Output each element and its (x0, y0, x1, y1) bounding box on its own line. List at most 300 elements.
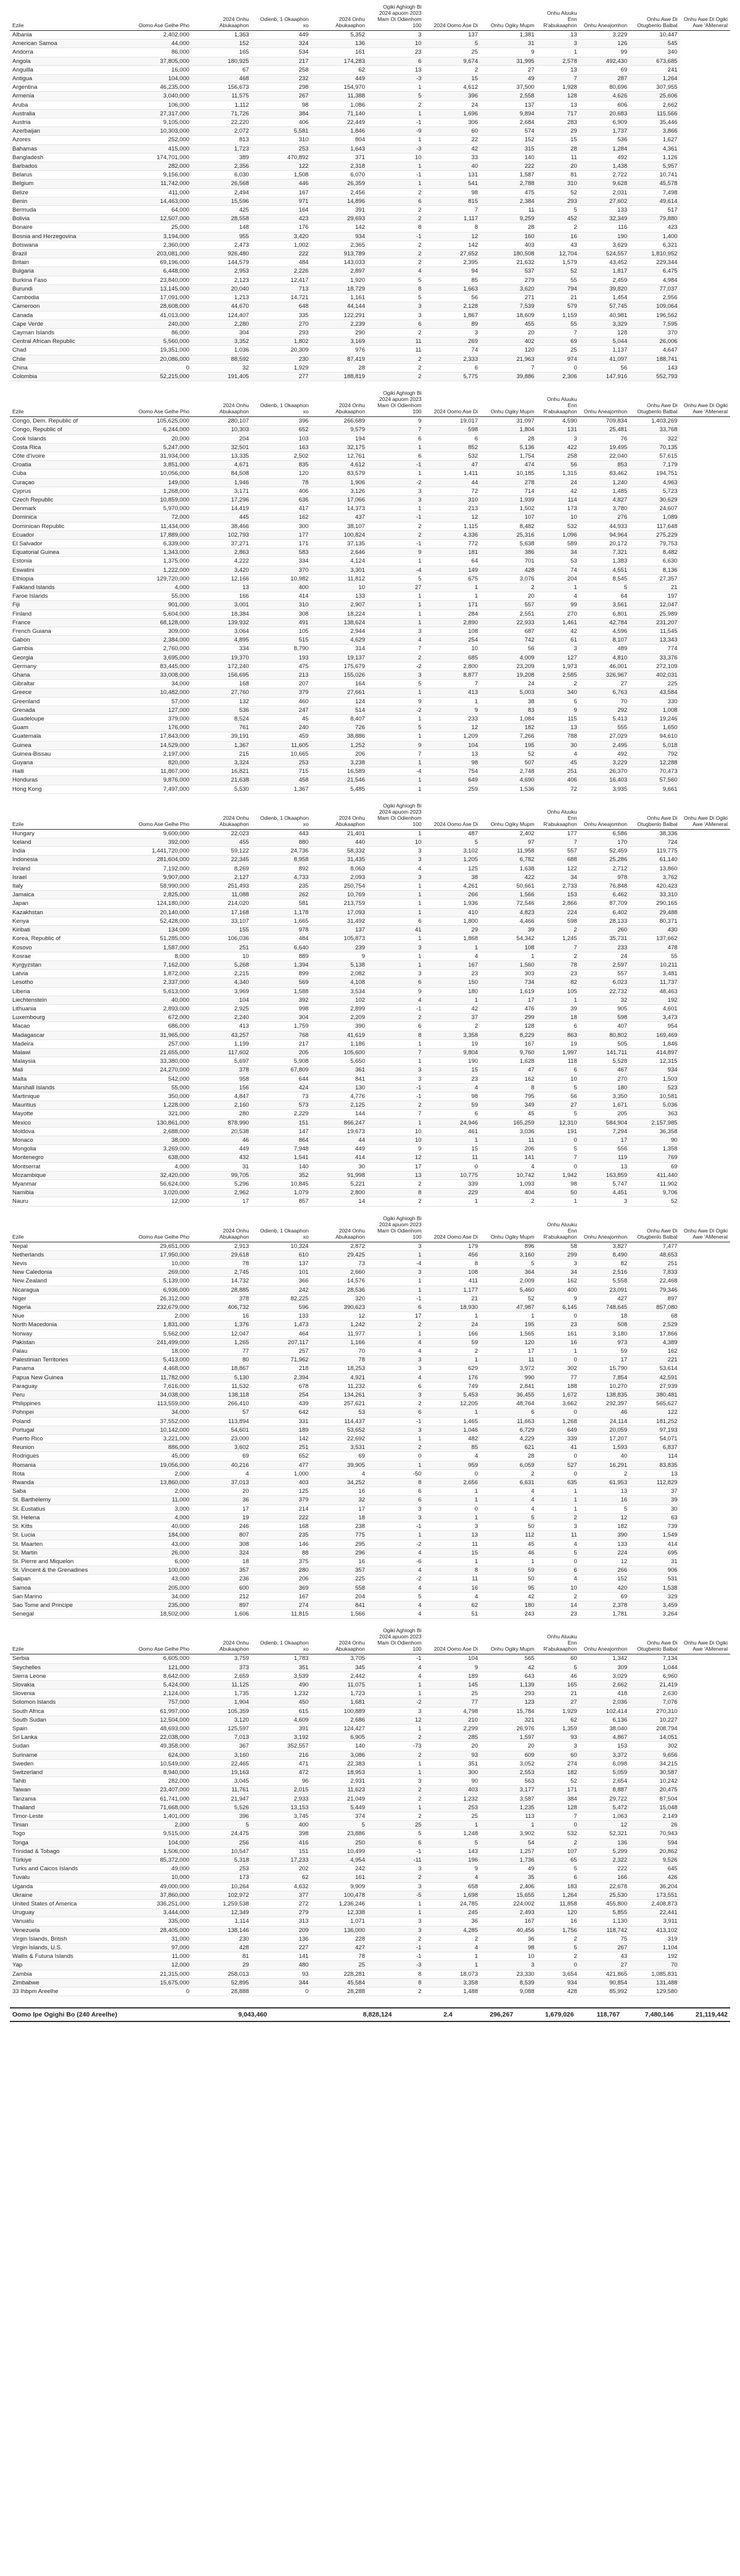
cell-value: 62 (537, 1715, 580, 1724)
cell-value: 25,606 (630, 92, 680, 101)
cell-value: 117,648 (630, 522, 680, 530)
cell-value: 74 (424, 346, 480, 355)
cell-value: 583 (252, 548, 311, 557)
cell-value: 17 (311, 1505, 368, 1513)
cell-value: 30 (311, 1162, 368, 1171)
cell-value: 145 (424, 1680, 480, 1689)
table-row (10, 1873, 730, 1882)
cell-value: 0 (537, 1356, 580, 1364)
cell-value: 380,481 (630, 1391, 680, 1400)
cell-value: 55,000 (117, 592, 192, 601)
cell-value: 326,967 (580, 671, 630, 680)
cell-value: 1 (424, 1557, 480, 1566)
cell-value: 426 (630, 1873, 680, 1882)
cell-value: 555 (580, 724, 630, 732)
cell-value: 2 (368, 1751, 424, 1759)
cell-value: 4 (480, 1162, 537, 1171)
cell-value: 905 (580, 1004, 630, 1013)
cell-value: 27 (580, 680, 630, 688)
cell-value: 10,211 (630, 960, 680, 969)
cell-value: 2,585 (537, 671, 580, 680)
cell-value: 216 (252, 1751, 311, 1759)
cell-value: 596 (252, 1303, 311, 1312)
cell-value: 6,586 (580, 829, 630, 838)
cell-value: 1,737 (580, 127, 630, 136)
cell-value: 3,229 (580, 31, 630, 39)
cell-value: 3,444,000 (117, 1909, 192, 1917)
cell-value: 21,655,000 (117, 1048, 192, 1057)
cell-value: 954 (630, 1022, 680, 1031)
cell-value: 25 (424, 48, 480, 57)
cell-value: 367 (192, 1742, 252, 1751)
cell-value: 584,904 (580, 1118, 630, 1127)
cell-value: 11,125 (192, 1680, 252, 1689)
cell-value: 204 (537, 574, 580, 583)
cell-value: 2,306 (537, 372, 580, 381)
cell-value: 30,629 (630, 495, 680, 504)
cell-value: 6 (537, 1566, 580, 1575)
cell-value: 4 (424, 1873, 480, 1882)
cell-value: 14 (537, 1601, 580, 1609)
cell-value: 142 (252, 1435, 311, 1443)
table-row (10, 1338, 730, 1347)
cell-value: 64,000 (117, 206, 192, 215)
cell-value: 64 (424, 557, 480, 566)
cell-value: 138,146 (192, 1926, 252, 1934)
cell-value: 2,239 (311, 320, 368, 328)
table-row (10, 320, 730, 328)
country-name: Malta (10, 1075, 117, 1083)
cell-value: 15 (424, 1548, 480, 1557)
cell-value: 7,134 (630, 1654, 680, 1663)
table-row (10, 636, 730, 645)
cell-value: 1 (368, 1900, 424, 1909)
cell-value: 2,890 (424, 618, 480, 627)
cell-value: 5,747 (580, 1179, 630, 1188)
cell-value: 8,063 (311, 864, 368, 873)
cell-value: 39,905 (311, 1461, 368, 1469)
country-name: Armenia (10, 92, 117, 101)
cell-value: 45,578 (630, 180, 680, 188)
country-name: Trinidad & Tobago (10, 1847, 117, 1856)
cell-value: 113,894 (192, 1417, 252, 1426)
cell-value: 17,168 (192, 908, 252, 917)
cell-value: 2,944 (311, 627, 368, 636)
cell-value: 32 (580, 996, 630, 1004)
cell-value: 19 (192, 1513, 252, 1522)
cell-value: 4,954 (311, 1856, 368, 1865)
country-name: 33 Ihbpm Areelhe (10, 1988, 117, 1996)
cell-value: 1 (368, 1286, 424, 1294)
cell-value: 642 (252, 1408, 311, 1417)
cell-value: 6,905 (311, 1733, 368, 1742)
table-row (10, 776, 730, 785)
cell-value: 13 (537, 724, 580, 732)
cell-value: 449 (311, 1145, 368, 1154)
cell-value: 1 (368, 1909, 424, 1917)
cell-value: 21 (537, 294, 580, 302)
column-header: Onhu Awe Di Otugbenlo Balbal (630, 1627, 680, 1654)
table-row (10, 1417, 730, 1426)
cell-value: 1,411 (424, 469, 480, 478)
cell-value: 10,499 (311, 1847, 368, 1856)
cell-value: 1,588 (252, 987, 311, 996)
country-name: French Guiana (10, 627, 117, 636)
cell-value: 31 (630, 1557, 680, 1566)
cell-value: 10 (480, 1952, 537, 1961)
column-header: 2024 Oomo Ase Di (424, 803, 480, 830)
country-name: Timor-Leste (10, 1812, 117, 1820)
cell-value: 94 (424, 267, 480, 276)
cell-value: 2 (368, 206, 424, 215)
cell-value: 10,775 (424, 1171, 480, 1179)
cell-value: 42 (424, 144, 480, 153)
table-row (10, 1900, 730, 1909)
cell-value: 7 (368, 645, 424, 653)
cell-value: 4 (311, 1469, 368, 1478)
column-header: 2024 Onhu Abukaaphon (311, 1627, 368, 1654)
cell-value: 321,000 (117, 1110, 192, 1118)
cell-value: 573 (252, 1101, 311, 1110)
cell-value: 3,827 (580, 1242, 630, 1250)
cell-value: 10,000 (117, 1873, 192, 1882)
cell-value: 136 (252, 1934, 311, 1943)
cell-value: 165,259 (480, 1118, 537, 1127)
country-name: Thailand (10, 1803, 117, 1812)
cell-value: 16,589 (311, 767, 368, 776)
cell-value: 46 (480, 1548, 537, 1557)
cell-value: 3 (368, 1777, 424, 1786)
cell-value: 10 (537, 513, 580, 522)
cell-value: 140 (252, 1162, 311, 1171)
cell-value: 100,889 (311, 1707, 368, 1715)
cell-value: 94,964 (580, 530, 630, 539)
cell-value: 899 (252, 970, 311, 978)
table-row (10, 688, 730, 697)
cell-value: 180 (424, 987, 480, 996)
cell-value: 978 (252, 926, 311, 935)
cell-value: 1,046 (424, 1426, 480, 1434)
cell-value: 2 (368, 1013, 424, 1022)
country-name: Haiti (10, 767, 117, 776)
cell-value: 32,420,000 (117, 1171, 192, 1179)
cell-value: 52 (630, 1197, 680, 1206)
cell-value: 1,367 (252, 785, 311, 793)
cell-value: 1,846 (311, 127, 368, 136)
cell-value: 33,107 (192, 917, 252, 925)
cell-value: -1 (368, 232, 424, 241)
cell-value: 4,823 (480, 908, 537, 917)
cell-value: 10 (368, 838, 424, 847)
cell-value: 18,384 (192, 609, 252, 618)
table-row (10, 162, 730, 171)
table-row (10, 1013, 730, 1022)
cell-value: 3,587 (480, 1794, 537, 1803)
cell-value: 10,270 (580, 1382, 630, 1390)
cell-value: 6,729 (480, 1426, 537, 1434)
cell-value: 1 (368, 829, 424, 838)
cell-value: 4 (537, 592, 580, 601)
cell-value: 369 (252, 1583, 311, 1592)
cell-value: 8,958 (252, 856, 311, 864)
cell-value: 6 (368, 452, 424, 460)
cell-value: 889 (252, 952, 311, 960)
cell-value: 2,031 (580, 188, 630, 197)
cell-value: 3 (368, 1242, 424, 1250)
cell-value: 1 (537, 1487, 580, 1496)
cell-value: 2,124,000 (117, 1690, 192, 1698)
table-row (10, 1189, 730, 1197)
cell-value: 122 (252, 162, 311, 171)
cell-value: 44,933 (580, 522, 630, 530)
table-row (10, 337, 730, 346)
cell-value: 400 (252, 583, 311, 592)
cell-value: 123 (480, 1698, 537, 1707)
cell-value: 9,804 (424, 1048, 480, 1057)
cell-value: 7 (537, 328, 580, 337)
cell-value: 5,449 (311, 1803, 368, 1812)
cell-value: 9,909 (311, 1882, 368, 1891)
cell-value: 34 (537, 1268, 580, 1277)
cell-value: 142 (311, 223, 368, 232)
cell-value: 4 (368, 636, 424, 645)
cell-value: 174,701,000 (117, 153, 192, 162)
cell-value: 7 (424, 680, 480, 688)
cell-value: 134,261 (311, 1391, 368, 1400)
cell-value: 9,156,000 (117, 171, 192, 180)
table-row (10, 1145, 730, 1154)
country-name: Zambia (10, 1970, 117, 1978)
cell-value: 2,473 (192, 241, 252, 249)
table-row (10, 1391, 730, 1400)
cell-value: 2,841 (480, 1382, 537, 1390)
country-name: South Sudan (10, 1715, 117, 1724)
cell-value: 350,000 (117, 1092, 192, 1100)
cell-value: 17,093 (311, 908, 368, 917)
cell-value: 1,205 (424, 856, 480, 864)
table-row (10, 829, 730, 838)
cell-value: 8,000 (117, 952, 192, 960)
cell-value: 1,663 (424, 284, 480, 293)
cell-value: 536 (192, 706, 252, 714)
country-name: Antigua (10, 75, 117, 83)
cell-value: 1,502 (480, 505, 537, 513)
cell-value: 28,558 (192, 215, 252, 223)
cell-value: 807 (192, 1531, 252, 1540)
cell-value: 28,288 (311, 1988, 368, 1996)
cell-value: 67 (192, 65, 252, 74)
cell-value: 14,529,000 (117, 741, 192, 749)
total-value: 8,828,124 (334, 2008, 394, 2021)
cell-value: 10 (537, 1583, 580, 1592)
cell-value: 15,675,000 (117, 1978, 192, 1987)
cell-value: 88 (252, 1548, 311, 1557)
table-row (10, 1715, 730, 1724)
cell-value: 242 (311, 1865, 368, 1873)
cell-value: 90 (424, 1777, 480, 1786)
cell-value: 2,516 (580, 1268, 630, 1277)
cell-value: 14,576 (311, 1277, 368, 1286)
country-name: Canada (10, 311, 117, 320)
cell-value: 228 (311, 1934, 368, 1943)
column-header: Ezile (10, 1215, 117, 1242)
cell-value: 50 (537, 1189, 580, 1197)
cell-value: 152 (480, 136, 537, 144)
country-name: Sudan (10, 1742, 117, 1751)
cell-value: -1 (368, 1004, 424, 1013)
cell-value: 557 (480, 601, 537, 609)
cell-value: 3,120 (192, 1715, 252, 1724)
country-name: Equatorial Guinea (10, 548, 117, 557)
cell-value: 1 (480, 1312, 537, 1321)
cell-value: 391 (311, 206, 368, 215)
cell-value: 82 (537, 978, 580, 987)
country-name: Belgium (10, 180, 117, 188)
cell-value: 26,000 (117, 1548, 192, 1557)
cell-value: 22,441 (630, 1909, 680, 1917)
cell-value: 24 (424, 1321, 480, 1329)
country-name: Montenegro (10, 1154, 117, 1162)
cell-value: 167 (480, 1917, 537, 1926)
total-value: 118,767 (577, 2008, 622, 2021)
cell-value: 398 (252, 1830, 311, 1838)
cell-value: 52,215,000 (117, 372, 192, 381)
cell-value: 1,186 (311, 1039, 368, 1048)
cell-value: 413 (192, 1022, 252, 1031)
cell-value: 217 (252, 1039, 311, 1048)
cell-value: 20,538 (192, 1127, 252, 1136)
cell-value: 137 (311, 926, 368, 935)
cell-value: 4,000 (117, 1513, 192, 1522)
cell-value: 23,209 (480, 662, 537, 671)
cell-value: 6,936,000 (117, 1286, 192, 1294)
cell-value: 3,160 (480, 1250, 537, 1259)
cell-value: 11,605 (252, 741, 311, 749)
cell-value: 44 (311, 1136, 368, 1144)
cell-value: 9 (424, 706, 480, 714)
table-row (10, 180, 730, 188)
cell-value: 60 (537, 1751, 580, 1759)
cell-value: 42,591 (630, 1373, 680, 1382)
cell-value: 42 (480, 1592, 537, 1601)
cell-value: 12,507,000 (117, 215, 192, 223)
cell-value: 331 (252, 1417, 311, 1426)
column-header: 2024 Onhu Abukaaphon (192, 390, 252, 417)
cell-value: 136 (311, 39, 368, 48)
cell-value: 69 (537, 337, 580, 346)
cell-value: 11,532 (192, 1382, 252, 1390)
cell-value: 20,059 (580, 1426, 630, 1434)
cell-value: 13 (537, 31, 580, 39)
cell-value: 108 (424, 1268, 480, 1277)
cell-value: 13,153 (252, 1803, 311, 1812)
cell-value: 3,762 (630, 873, 680, 881)
cell-value: 892 (252, 864, 311, 873)
cell-value: 423 (252, 215, 311, 223)
table-row (10, 1970, 730, 1978)
cell-value: 5 (424, 39, 480, 48)
cell-value: 3,177 (480, 1786, 537, 1794)
cell-value: 417 (252, 505, 311, 513)
country-name: Grenada (10, 706, 117, 714)
cell-value: 15 (537, 136, 580, 144)
cell-value: 70,135 (630, 443, 680, 452)
cell-value: 77 (192, 1347, 252, 1356)
table-row (10, 1865, 730, 1873)
cell-value: 269 (424, 337, 480, 346)
cell-value: 1,759 (252, 1022, 311, 1031)
cell-value: -5 (368, 1891, 424, 1899)
cell-value: 130 (311, 1083, 368, 1092)
cell-value: 61,953 (580, 1479, 630, 1487)
cell-value: 8,269 (192, 864, 252, 873)
cell-value: 13,860,000 (117, 1479, 192, 1487)
table-row (10, 566, 730, 574)
table-row (10, 1408, 730, 1417)
country-name: Finland (10, 609, 117, 618)
cell-value: 3,029 (580, 1672, 630, 1680)
cell-value: 30 (630, 1505, 680, 1513)
cell-value: 57,615 (630, 452, 680, 460)
cell-value: 10,581 (630, 1092, 680, 1100)
cell-value: 19 (424, 1039, 480, 1048)
table-row (10, 1294, 730, 1303)
cell-value: 1 (424, 1197, 480, 1206)
country-name: United States of America (10, 1900, 117, 1909)
cell-value: 4 (368, 864, 424, 873)
cell-value: 2,456 (311, 188, 368, 197)
cell-value: 384 (252, 109, 311, 118)
cell-value: 29 (537, 127, 580, 136)
cell-value: 52 (537, 1777, 580, 1786)
cell-value: 55 (630, 952, 680, 960)
cell-value: 56,624,000 (117, 1179, 192, 1188)
cell-value: 188 (537, 1382, 580, 1390)
column-header: Onhu Awe Di Otugbenlo Balbal (630, 803, 680, 830)
cell-value: 4,222 (192, 557, 252, 566)
cell-value: 685 (424, 653, 480, 662)
country-name: Kosrae (10, 952, 117, 960)
cell-value: 5,528 (580, 1057, 630, 1066)
cell-value: 841 (311, 1075, 368, 1083)
cell-value: 213 (424, 505, 480, 513)
cell-value: 240,000 (117, 320, 192, 328)
country-name: Guatemala (10, 732, 117, 741)
cell-value: 3,935 (580, 785, 630, 793)
cell-value: 6 (424, 1110, 480, 1118)
cell-value: 175,679 (311, 662, 368, 671)
cell-value: 167 (480, 1039, 537, 1048)
table-row (10, 1452, 730, 1461)
cell-value: 1,929 (252, 363, 311, 372)
country-name: Nevis (10, 1260, 117, 1268)
cell-value: 21,963 (480, 355, 537, 363)
cell-value: 4,609 (252, 1715, 311, 1724)
cell-value: 2,872 (311, 1242, 368, 1250)
cell-value: 1 (537, 996, 580, 1004)
cell-value: 3,169 (311, 337, 368, 346)
cell-value: 55 (537, 320, 580, 328)
cell-value: 638,000 (117, 1154, 192, 1162)
country-name: Belize (10, 188, 117, 197)
column-header: Ezile (10, 1627, 117, 1654)
cell-value: 128 (537, 1803, 580, 1812)
cell-value: 257 (252, 1347, 311, 1356)
cell-value: 5 (537, 697, 580, 706)
cell-value: 1 (480, 1821, 537, 1830)
cell-value: 3 (368, 970, 424, 978)
cell-value: 0 (537, 1821, 580, 1830)
